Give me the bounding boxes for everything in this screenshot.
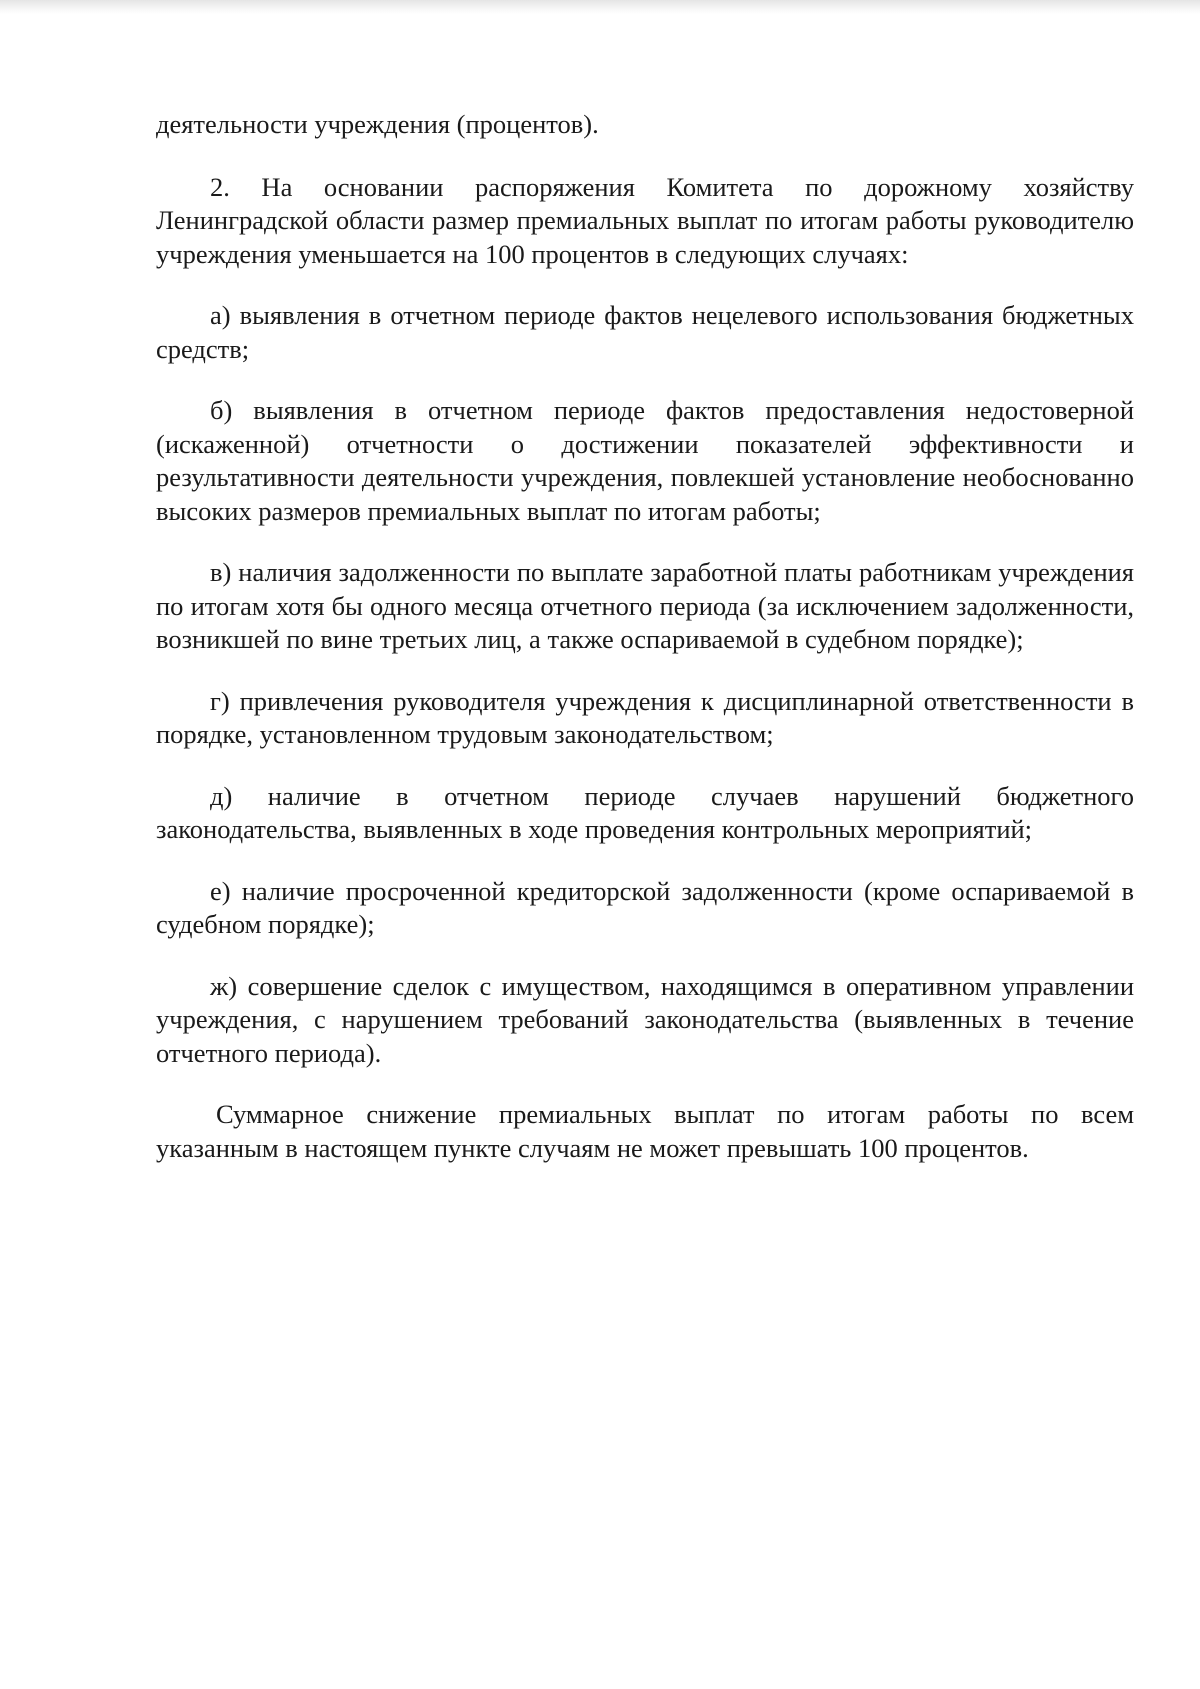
paragraph-clause-2: 2. На основании распоряжения Комитета по дорожному хозяйству Ленинградской области размер премиальных выплат по итогам работы руководителю учреждения уменьшается на 100 процентов в следующих случаях: <box>156 171 1134 269</box>
document-body <box>156 108 1134 1165</box>
paragraph-summary: Суммарное снижение премиальных выплат по итогам работы по всем указанным в настоящем пункте случаям не может превышать 100 процентов. <box>156 1099 1134 1163</box>
paragraph-item-v: в) наличия задолженности по выплате заработной платы работникам учреждения по итогам хотя бы одного месяца отчетного периода (за исключением задолженности, возникшей по вине третьих лиц, а также оспариваемой в судебном порядке); <box>156 557 1134 654</box>
scan-top-edge <box>0 0 1200 14</box>
paragraph-item-g: г) привлечения руководителя учреждения к дисциплинарной ответственности в порядке, установленном трудовым законодательством; <box>156 685 1134 749</box>
paragraph-item-d: д) наличие в отчетном периоде случаев нарушений бюджетного законодательства, выявленных в ходе проведения контрольных мероприятий; <box>156 780 1134 844</box>
paragraph-continuation: деятельности учреждения (процентов). <box>156 109 599 139</box>
paragraph-item-b: б) выявления в отчетном периоде фактов предоставления недостоверной (искаженной) отчетности о достижении показателей эффективности и результативности деятельности учреждения, повлекшей установление необоснованно высоких размеров премиальных выплат по итогам работы; <box>156 395 1134 526</box>
paragraph-item-zh: ж) совершение сделок с имуществом, находящимся в оперативном управлении учреждения, с нарушением требований законодательства (выявленных в течение отчетного периода). <box>156 970 1134 1068</box>
paragraph-item-a: а) выявления в отчетном периоде фактов нецелевого использования бюджетных средств; <box>156 300 1134 364</box>
paragraph-item-e: е) наличие просроченной кредиторской задолженности (кроме оспариваемой в судебном порядке); <box>156 875 1134 939</box>
